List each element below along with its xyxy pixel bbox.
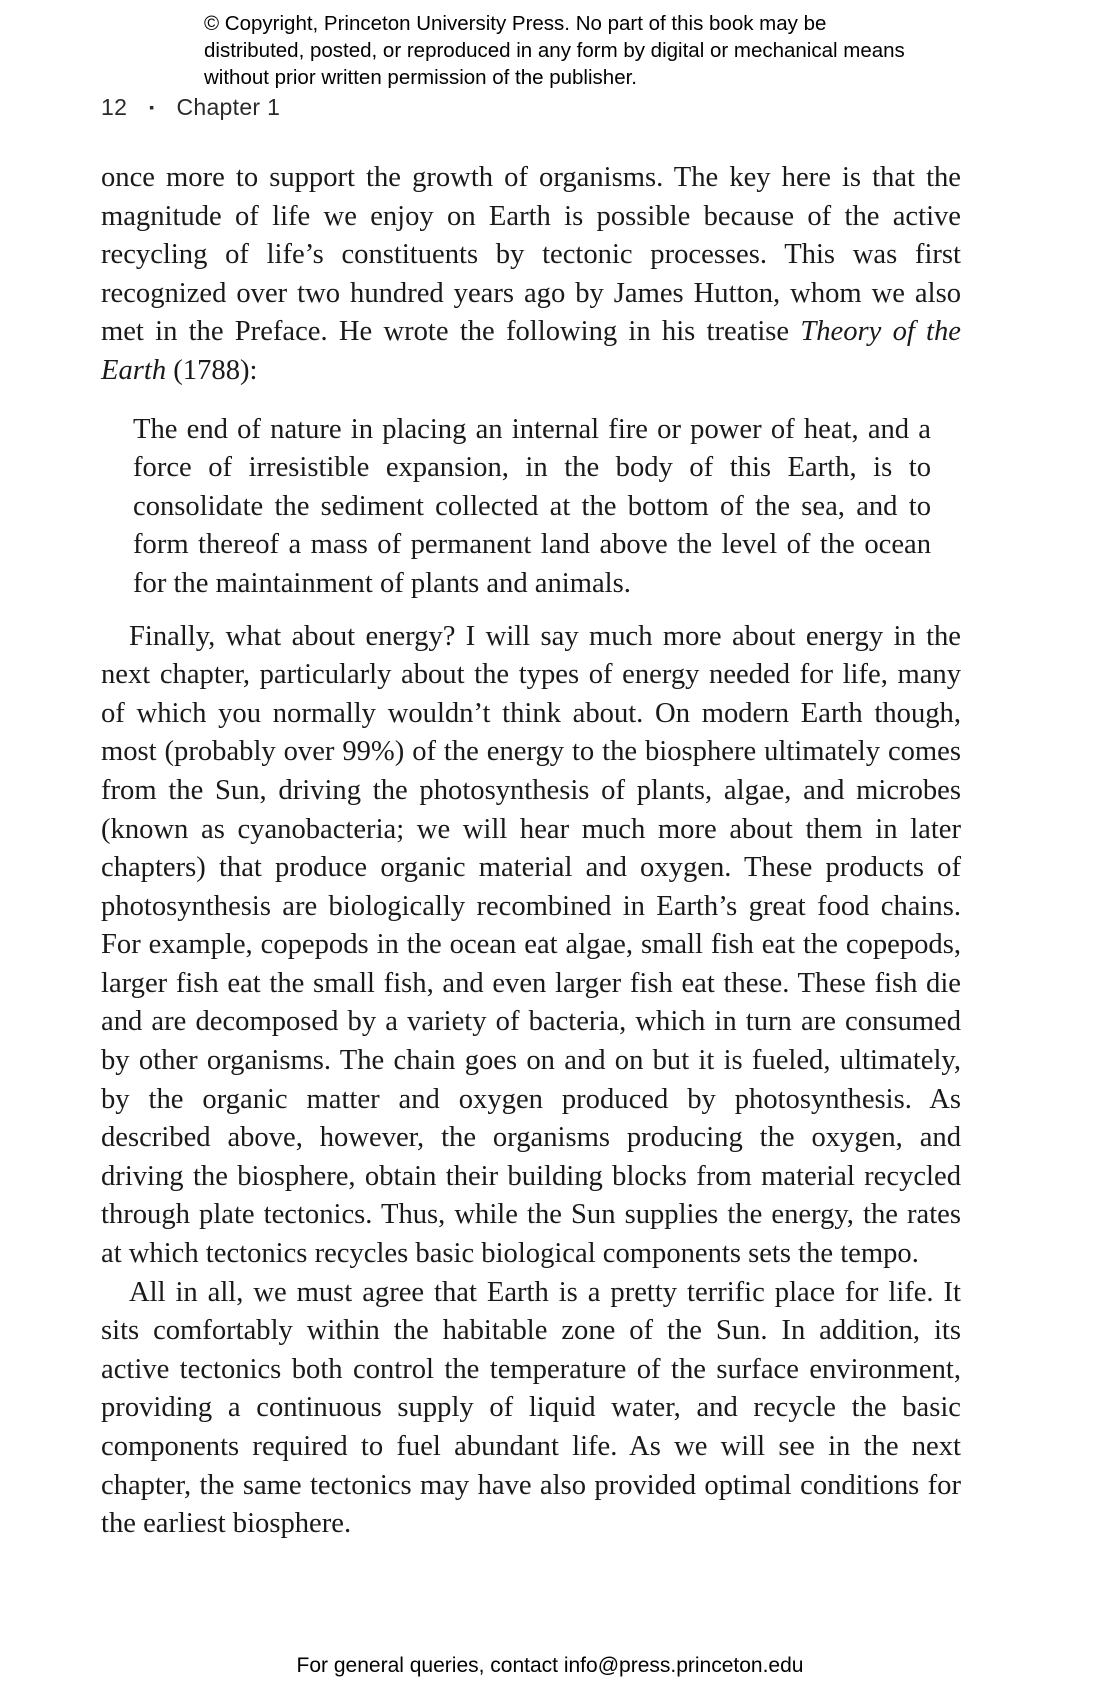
- paragraph-3: All in all, we must agree that Earth is a pretty terrific place for life. It sits comfortably within the habitable zone of the Sun. In addition, its active tectonics both control the temperature of the surface environment, providing a continuous supply of liquid water, and recycle the basic components required to fuel abundant life. As we will see in the next chapter, the same tectonics may have also provided optimal conditions for the earliest biosphere.: [101, 1276, 961, 1540]
- book-title: Theory of the Earth: [101, 316, 961, 386]
- paragraph-1: [101, 159, 961, 391]
- footer-contact: For general queries, contact info@press.princeton.edu: [296, 1654, 804, 1677]
- paragraph-2: Finally, what about energy? I will say much more about energy in the next chapter, particularly about the types of energy needed for life, many of which you normally wouldn’t think about. On modern Earth though, most (probably over 99%) of the energy to the biosphere ultimately comes from the Sun, driving the photosynthesis of plants, algae, and microbes (known as cyanobacteria; we will hear much more about them in later chapters) that produce organic material and oxygen. These products of photosynthesis are biologically recombined in Earth’s great food chains. For example, copepods in the ocean eat algae, small fish eat the copepods, larger fish eat the small fish, and even larger fish eat these. These fish die and are decomposed by a variety of bacteria, which in turn are consumed by other organisms. The chain goes on and on but it is fueled, ultimately, by the organic matter and oxygen produced by photosynthesis. As described above, however, the organisms producing the oxygen, and driving the biosphere, obtain their building blocks from material recycled through plate tectonics. Thus, while the Sun supplies the energy, the rates at which tectonics recycles basic biological components sets the tempo.: [101, 620, 961, 1270]
- block-quote: The end of nature in placing an internal fire or power of heat, and a force of irresistible expansion, in the body of this Earth, is to consolidate the sediment collected at the bottom of the sea, and to form thereof a mass of permanent land above the level of the ocean for the maintainment of plants and animals.: [133, 413, 931, 599]
- body-text: [101, 159, 961, 1544]
- page-number: 12: [101, 94, 128, 120]
- copyright-notice: © Copyright, Princeton University Press. No part of this book may be distributed, posted, or reproduced in any form by digital or mechanical means without prior written permission of the publisher.: [204, 12, 905, 89]
- paragraph-1-end: (1788):: [166, 354, 258, 386]
- running-head: [101, 92, 280, 122]
- chapter-label: Chapter 1: [176, 94, 281, 120]
- paragraph-1-text: once more to support the growth of organisms. The key here is that the magnitude of life we enjoy on Earth is possible because of the active recycling of life’s constituents by tectonic processes. This was first recognized over two hundred years ago by James Hutton, whom we also met in the Preface. He wrote the following in his treatise: [101, 162, 961, 348]
- separator-glyph: ▪: [149, 99, 155, 115]
